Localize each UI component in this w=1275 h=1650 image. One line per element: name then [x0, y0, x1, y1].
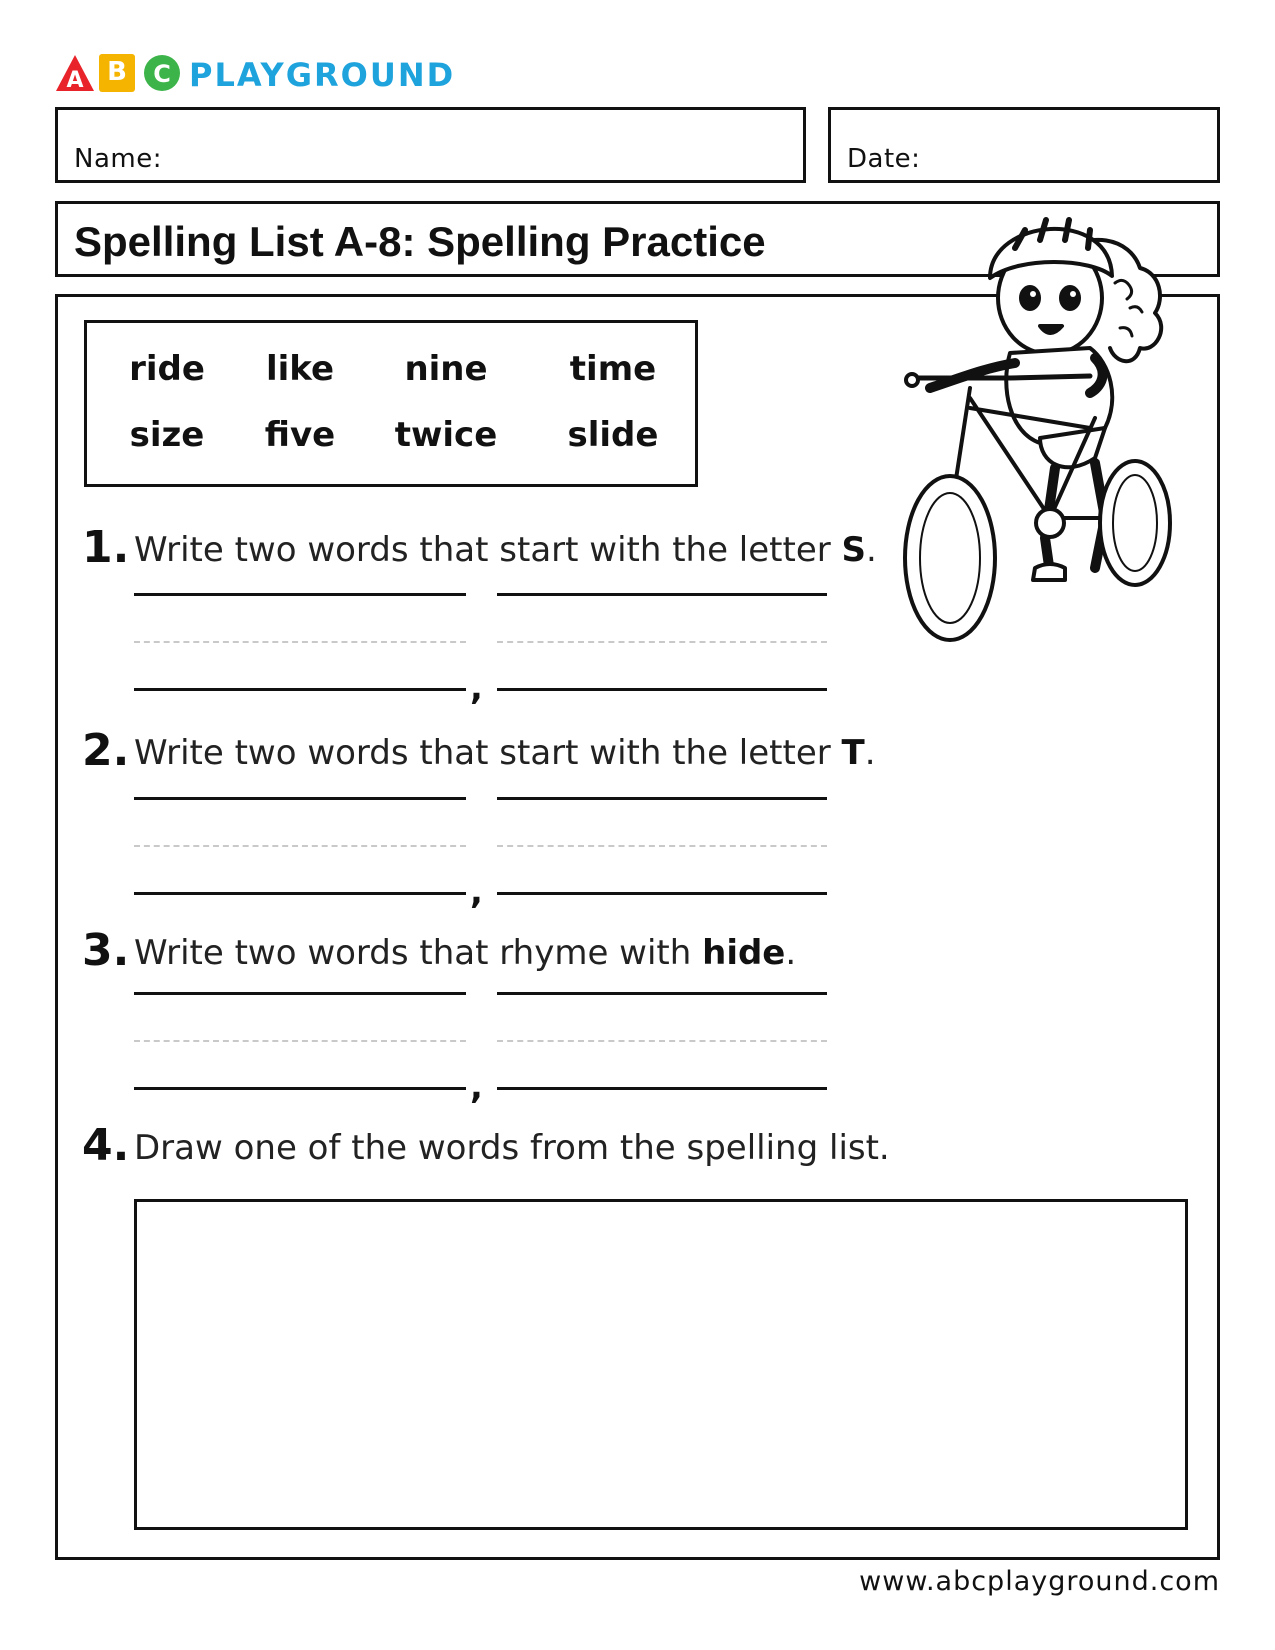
- logo-letter-a: A: [66, 68, 84, 92]
- answer-1b-top-line: [497, 593, 827, 596]
- date-field[interactable]: [828, 107, 1220, 183]
- word-twice: twice: [394, 415, 498, 455]
- word-slide: slide: [567, 415, 659, 455]
- answer-3-comma: ,: [470, 1067, 483, 1107]
- logo-letter-b: B: [99, 54, 135, 92]
- word-size: size: [129, 415, 205, 455]
- name-field[interactable]: [55, 107, 806, 183]
- question-2-letter: T: [841, 733, 865, 773]
- logo-letter-c: C: [153, 60, 171, 88]
- question-4-number: 4.: [82, 1120, 130, 1171]
- page-title: Spelling List A-8: Spelling Practice: [74, 218, 766, 265]
- question-2-number: 2.: [82, 725, 130, 776]
- logo-wordmark: PLAYGROUND: [189, 56, 456, 94]
- answer-1a-top-line: [134, 593, 466, 596]
- word-time: time: [569, 349, 657, 389]
- answer-2a-mid-line: [134, 845, 466, 847]
- question-3-prompt: Write two words that rhyme with: [134, 933, 703, 973]
- footer-url[interactable]: www.abcplayground.com: [859, 1566, 1220, 1597]
- answer-1a-mid-line: [134, 641, 466, 643]
- question-4-text: Draw one of the words from the spelling list.: [134, 1128, 890, 1168]
- word-nine: nine: [404, 349, 488, 389]
- answer-2b-top-line: [497, 797, 827, 800]
- answer-3a-mid-line: [134, 1040, 466, 1042]
- answer-1b-base-line[interactable]: [497, 688, 827, 691]
- answer-3b-top-line: [497, 992, 827, 995]
- answer-2b-mid-line: [497, 845, 827, 847]
- question-2-prompt: Write two words that start with the letter: [134, 733, 842, 773]
- question-3-end: .: [785, 933, 797, 973]
- question-3-text: [134, 933, 796, 973]
- word-ride: ride: [129, 349, 205, 389]
- answer-2b-base-line[interactable]: [497, 892, 827, 895]
- question-3-word: hide: [702, 933, 786, 973]
- question-2-text: [134, 733, 876, 773]
- answer-3b-base-line[interactable]: [497, 1087, 827, 1090]
- answer-1b-mid-line: [497, 641, 827, 643]
- answer-3a-base-line[interactable]: [134, 1087, 466, 1090]
- question-3-number: 3.: [82, 925, 130, 976]
- word-five: five: [264, 415, 336, 455]
- question-1-end: .: [866, 530, 877, 570]
- answer-2a-base-line[interactable]: [134, 892, 466, 895]
- answer-2a-top-line: [134, 797, 466, 800]
- question-1-text: [134, 530, 877, 570]
- word-like: like: [265, 349, 335, 389]
- girl-riding-bicycle-illustration: [890, 188, 1220, 674]
- question-1-number: 1.: [82, 522, 130, 573]
- answer-2-comma: ,: [470, 872, 483, 912]
- answer-1-comma: ,: [470, 668, 483, 708]
- drawing-area[interactable]: [134, 1199, 1188, 1530]
- answer-3b-mid-line: [497, 1040, 827, 1042]
- date-label: Date:: [847, 144, 921, 174]
- question-2-end: .: [864, 733, 876, 773]
- spelling-word-list: [84, 320, 698, 487]
- letter-a-icon: [55, 54, 95, 92]
- question-1-prompt: Write two words that start with the letter: [134, 530, 842, 570]
- letter-c-icon: [143, 54, 181, 92]
- answer-1a-base-line[interactable]: [134, 688, 466, 691]
- answer-3a-top-line: [134, 992, 466, 995]
- name-label: Name:: [74, 144, 162, 174]
- question-1-letter: S: [841, 530, 867, 570]
